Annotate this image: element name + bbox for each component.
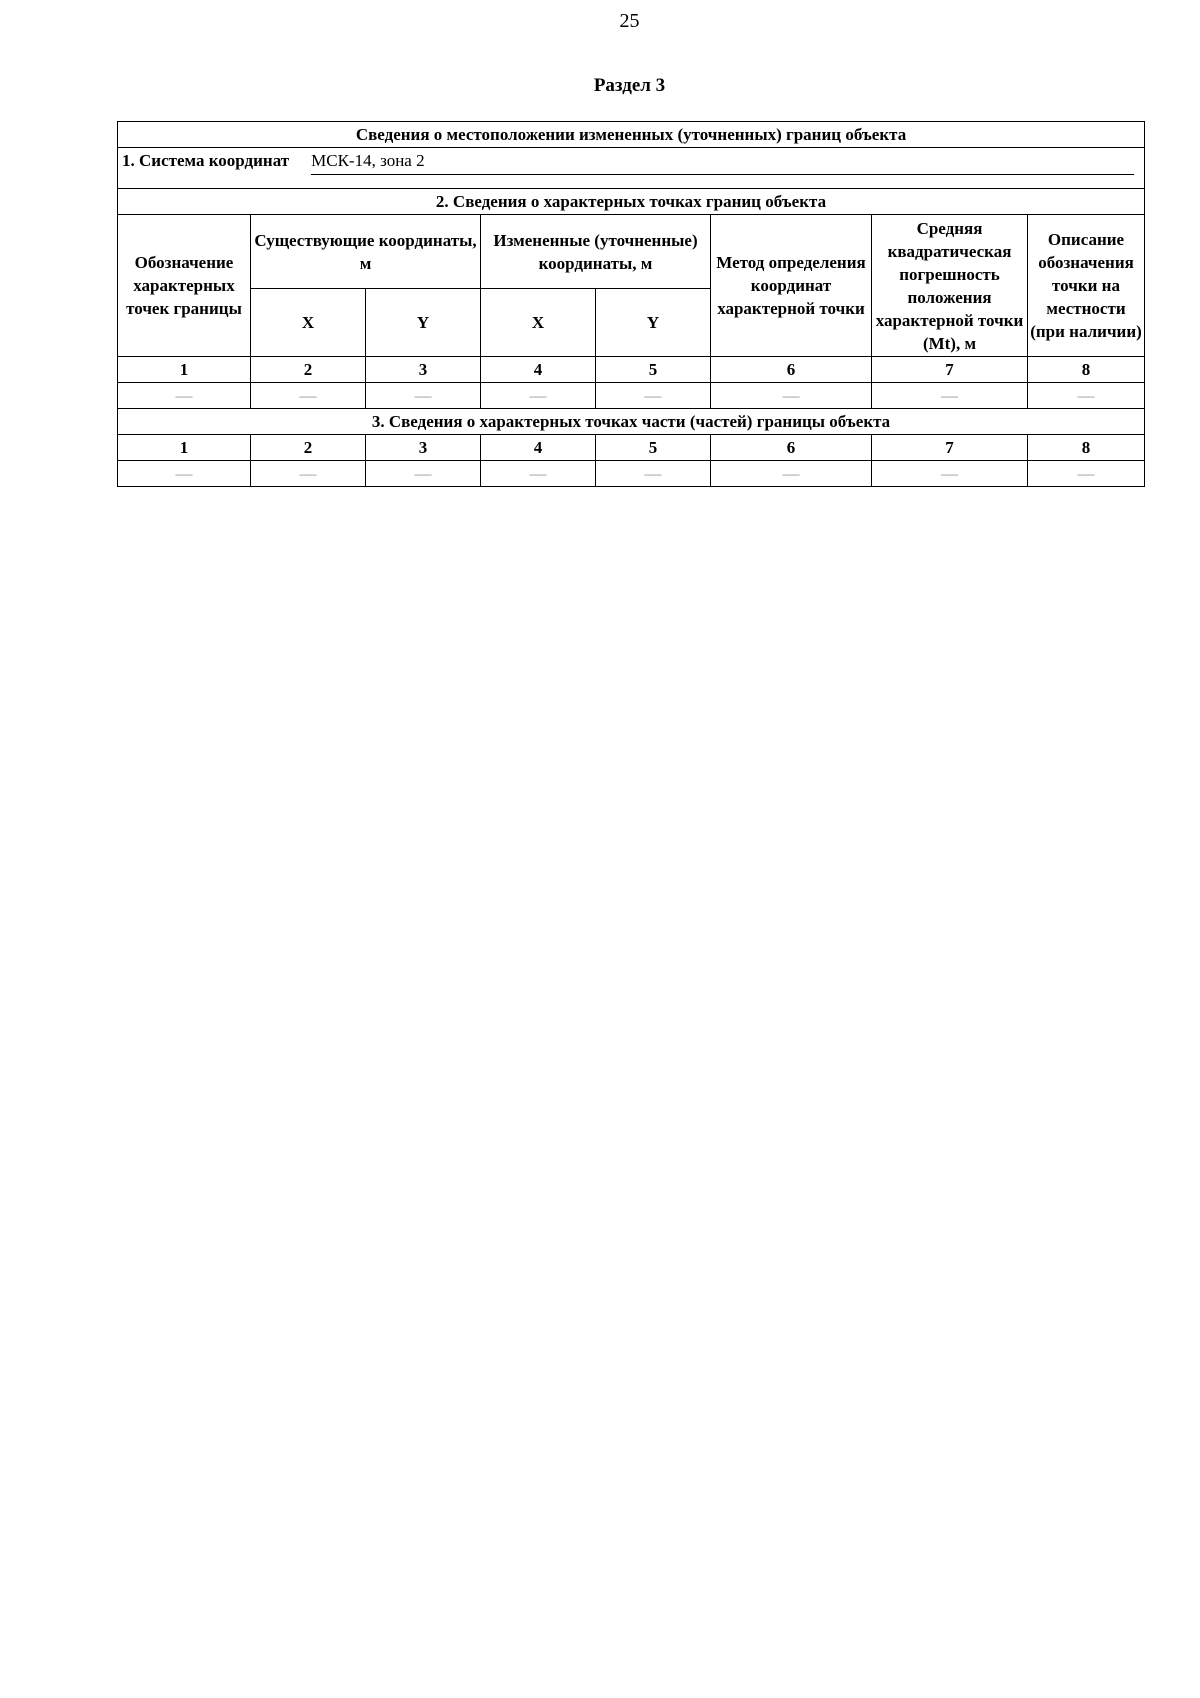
- column-number: 2: [251, 357, 366, 383]
- empty-cell: —: [251, 461, 366, 487]
- coord-system-value: МСК-14, зона 2: [311, 148, 1134, 175]
- empty-cell: —: [711, 383, 872, 409]
- empty-cell: —: [118, 383, 251, 409]
- section3-title-row: [118, 409, 1145, 435]
- header-mean-square-error: Средняя квадратическая погрешность положения характерной точки (Mt), м: [872, 215, 1028, 357]
- header-point-designation: Обозначение характерных точек границы: [118, 215, 251, 357]
- header-existing-coordinates: Существующие координаты, м: [251, 215, 481, 289]
- empty-cell: —: [1028, 461, 1145, 487]
- column-number: 5: [596, 435, 711, 461]
- section2-title: 2. Сведения о характерных точках границ объекта: [118, 189, 1145, 215]
- column-number: 4: [481, 357, 596, 383]
- column-number: 7: [872, 357, 1028, 383]
- column-number: 2: [251, 435, 366, 461]
- column-number: 1: [118, 435, 251, 461]
- column-number: 4: [481, 435, 596, 461]
- column-number: 5: [596, 357, 711, 383]
- section3-column-numbers-row: [118, 435, 1145, 461]
- column-numbers-row: [118, 357, 1145, 383]
- header-changed-x: X: [481, 289, 596, 357]
- empty-cell: —: [1028, 383, 1145, 409]
- header-method: Метод определения координат характерной точки: [711, 215, 872, 357]
- table-title: Сведения о местоположении измененных (уточненных) границ объекта: [118, 122, 1145, 148]
- empty-cell: —: [366, 461, 481, 487]
- column-number: 3: [366, 357, 481, 383]
- table-title-row: [118, 122, 1145, 148]
- table-row: [118, 461, 1145, 487]
- coord-system-label: 1. Система координат: [122, 151, 290, 170]
- column-number: 6: [711, 357, 872, 383]
- section2-title-row: [118, 189, 1145, 215]
- column-number: 6: [711, 435, 872, 461]
- header-changed-y: Y: [596, 289, 711, 357]
- header-changed-coordinates: Измененные (уточненные) координаты, м: [481, 215, 711, 289]
- empty-cell: —: [596, 461, 711, 487]
- empty-cell: —: [481, 461, 596, 487]
- empty-cell: —: [872, 461, 1028, 487]
- header-existing-x: X: [251, 289, 366, 357]
- boundary-table: [117, 121, 1145, 487]
- empty-cell: —: [251, 383, 366, 409]
- section-title: Раздел 3: [593, 75, 666, 96]
- section3-title: 3. Сведения о характерных точках части (частей) границы объекта: [118, 409, 1145, 435]
- empty-cell: —: [366, 383, 481, 409]
- empty-cell: —: [711, 461, 872, 487]
- empty-cell: —: [596, 383, 711, 409]
- empty-cell: —: [481, 383, 596, 409]
- header-existing-y: Y: [366, 289, 481, 357]
- column-number: 8: [1028, 357, 1145, 383]
- column-number: 7: [872, 435, 1028, 461]
- column-number: 8: [1028, 435, 1145, 461]
- empty-cell: —: [872, 383, 1028, 409]
- header-row-1: [118, 215, 1145, 289]
- column-number: 3: [366, 435, 481, 461]
- table-row: [118, 383, 1145, 409]
- page-number: 25: [619, 10, 640, 32]
- empty-cell: —: [118, 461, 251, 487]
- coord-system-row: [118, 148, 1145, 189]
- column-number: 1: [118, 357, 251, 383]
- header-point-description: Описание обозначения точки на местности (при наличии): [1028, 215, 1145, 357]
